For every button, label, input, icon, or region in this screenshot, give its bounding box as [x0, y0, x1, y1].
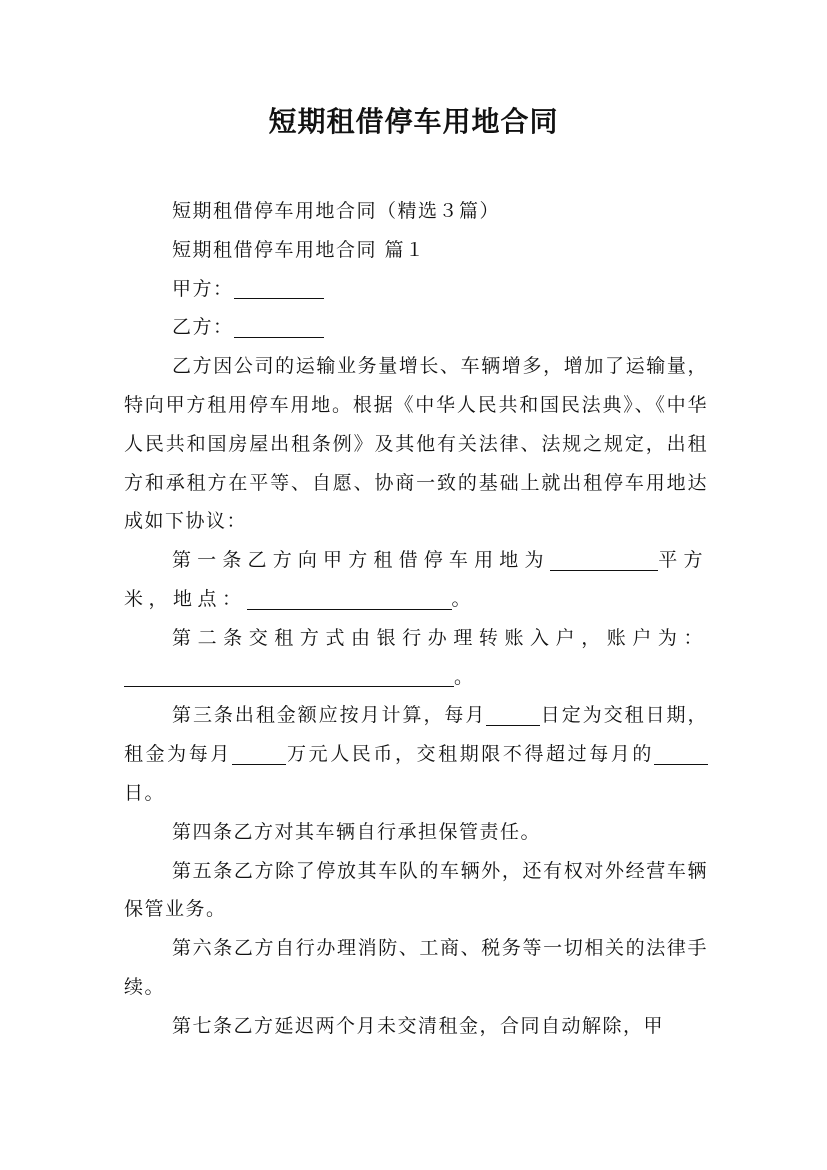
party-a-line — [124, 270, 708, 309]
article-1-text-a: 第一条乙方向甲方租借停车用地为 — [172, 549, 550, 572]
article-1-text-b: 平方米，地点： — [124, 549, 708, 610]
article-2-text-a: 第二条交租方式由银行办理转账入户，账户为： — [172, 626, 708, 649]
document-subtitle: 短期租借停车用地合同（精选３篇） — [172, 200, 501, 222]
party-a-blank — [234, 277, 324, 299]
document-body — [124, 192, 708, 1046]
article-3 — [124, 696, 708, 812]
deadline-day-blank — [654, 743, 708, 765]
article-7: 第七条乙方延迟两个月未交清租金，合同自动解除，甲 — [172, 1014, 665, 1037]
document-title: 短期租借停车用地合同 — [268, 105, 559, 138]
rent-day-blank — [486, 704, 540, 726]
article-4: 第四条乙方对其车辆自行承担保管责任。 — [172, 820, 542, 843]
section-heading: 短期租借停车用地合同 篇１ — [172, 238, 426, 261]
party-b-blank — [234, 316, 324, 338]
article-3-text-d: 日。 — [124, 781, 166, 804]
article-3-text-a: 第三条出租金额应按月计算，每月 — [172, 704, 487, 727]
article-2 — [124, 619, 708, 697]
article-3-text-b: 日定为交租日期，租金为每月 — [124, 704, 708, 766]
intro-paragraph: 乙方因公司的运输业务量增长、车辆增多，增加了运输量，特向甲方租用停车用地。根据《中华人民共和国民法典》、《中华人民共和国房屋出租条例》及其他有关法律、法规之规定，出租方和承租方在平等、自愿、协商一致的基础上就出租停车用地达成如下协议： — [124, 355, 708, 533]
account-blank — [124, 665, 454, 687]
article-3-text-c: 万元人民币，交租期限不得超过每月的 — [285, 743, 654, 766]
article-1-text-c: 。 — [451, 587, 477, 610]
article-1 — [124, 541, 708, 619]
article-6: 第六条乙方自行办理消防、工商、税务等一切相关的法律手续。 — [124, 937, 708, 998]
area-blank — [550, 549, 658, 571]
party-a-label: 甲方： — [172, 277, 234, 300]
party-b-label: 乙方： — [172, 316, 234, 339]
article-2-text-b: 。 — [454, 665, 479, 688]
location-blank — [247, 588, 452, 610]
rent-amount-blank — [232, 743, 286, 765]
article-5: 第五条乙方除了停放其车队的车辆外，还有权对外经营车辆保管业务。 — [124, 859, 708, 921]
party-b-line — [124, 308, 708, 347]
